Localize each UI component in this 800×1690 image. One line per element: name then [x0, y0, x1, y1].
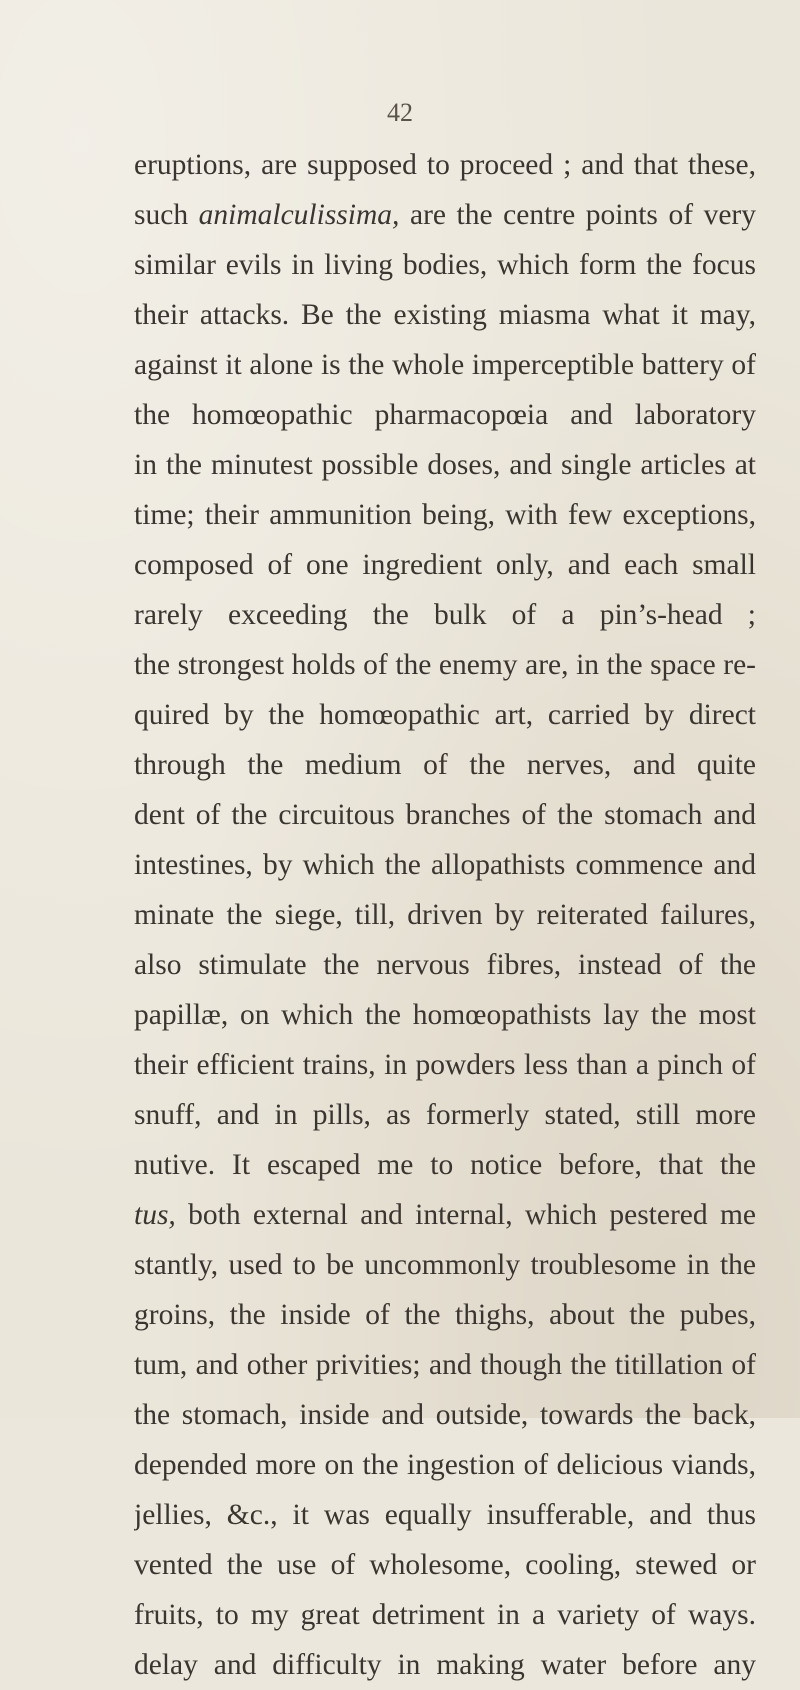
text-line: [134, 490, 756, 540]
text-line: [134, 1090, 756, 1140]
text-segment: tum, and other privities; and though the titillation of: [134, 1349, 756, 1381]
text-segment: such: [134, 199, 199, 231]
italic-segment: tus,: [134, 1199, 176, 1231]
text-line: [134, 1440, 756, 1490]
text-segment: the stomach, inside and outside, towards the back,: [134, 1399, 756, 1431]
text-line: [134, 1190, 756, 1240]
text-line: [134, 1140, 756, 1190]
text-line: [134, 1640, 756, 1690]
text-segment: delay and difficulty in making water before any: [134, 1649, 756, 1681]
text-line: [134, 1240, 756, 1290]
text-line: [134, 390, 756, 440]
text-segment: the strongest holds of the enemy are, in the space re-: [134, 649, 756, 681]
text-line: [134, 590, 756, 640]
text-segment: similar evils in living bodies, which form the focus: [134, 249, 756, 281]
text-line: [134, 1390, 756, 1440]
page-number: 42: [387, 98, 413, 127]
text-line: [134, 240, 756, 290]
text-segment: time; their ammunition being, with few exceptions,: [134, 499, 756, 531]
text-segment: snuff, and in pills, as formerly stated, still more: [134, 1099, 756, 1131]
text-line: [134, 1590, 756, 1640]
text-segment: through the medium of the nerves, and quite: [134, 749, 756, 781]
text-segment: in the minutest possible doses, and single articles at: [134, 449, 756, 481]
text-line: [134, 740, 756, 790]
text-segment: eruptions, are supposed to proceed ; and that these,: [134, 149, 756, 181]
text-line: [134, 1290, 756, 1340]
text-line: [134, 1340, 756, 1390]
text-segment: vented the use of wholesome, cooling, stewed or: [134, 1549, 756, 1581]
text-line: [134, 1040, 756, 1090]
text-line: [134, 890, 756, 940]
body-text: [134, 140, 756, 1690]
text-segment: depended more on the ingestion of delicious viands,: [134, 1449, 756, 1481]
text-segment: dent of the circuitous branches of the stomach and: [134, 799, 756, 831]
text-segment: against it alone is the whole imperceptible battery of: [134, 349, 756, 381]
text-segment: stantly, used to be uncommonly troublesome in the: [134, 1249, 756, 1281]
text-segment: minate the siege, till, driven by reiterated failures,: [134, 899, 756, 931]
text-segment: the homœopathic pharmacopœia and laboratory: [134, 399, 756, 431]
text-line: [134, 290, 756, 340]
text-line: [134, 940, 756, 990]
text-segment: their attacks. Be the existing miasma what it may,: [134, 299, 756, 331]
text-segment: fruits, to my great detriment in a variety of ways.: [134, 1599, 756, 1631]
text-segment: both external and internal, which pestered me: [188, 1199, 756, 1231]
italic-segment: animalculissima,: [198, 199, 400, 231]
text-line: [134, 340, 756, 390]
text-line: [134, 540, 756, 590]
text-line: [134, 790, 756, 840]
text-line: [134, 190, 756, 240]
text-segment: also stimulate the nervous fibres, instead of the: [134, 949, 756, 981]
text-segment: papillæ, on which the homœopathists lay the most: [134, 999, 756, 1031]
text-segment: groins, the inside of the thighs, about the pubes,: [134, 1299, 756, 1331]
text-line: [134, 140, 756, 190]
text-line: [134, 640, 756, 690]
text-segment: nutive. It escaped me to notice before, that the: [134, 1149, 756, 1181]
text-segment: their efficient trains, in powders less than a pinch of: [134, 1049, 756, 1081]
text-line: [134, 1540, 756, 1590]
text-line: [134, 1490, 756, 1540]
text-line: [134, 990, 756, 1040]
text-segment: intestines, by which the allopathists commence and: [134, 849, 756, 881]
text-line: [134, 440, 756, 490]
text-segment: jellies, &c., it was equally insufferable, and thus: [134, 1499, 756, 1531]
text-line: [134, 690, 756, 740]
text-segment: quired by the homœopathic art, carried by direct: [134, 699, 756, 731]
text-line: [134, 840, 756, 890]
text-segment: rarely exceeding the bulk of a pin’s-head ;: [134, 599, 756, 631]
text-segment: composed of one ingredient only, and each small: [134, 549, 756, 581]
text-segment: are the centre points of very: [409, 199, 756, 231]
